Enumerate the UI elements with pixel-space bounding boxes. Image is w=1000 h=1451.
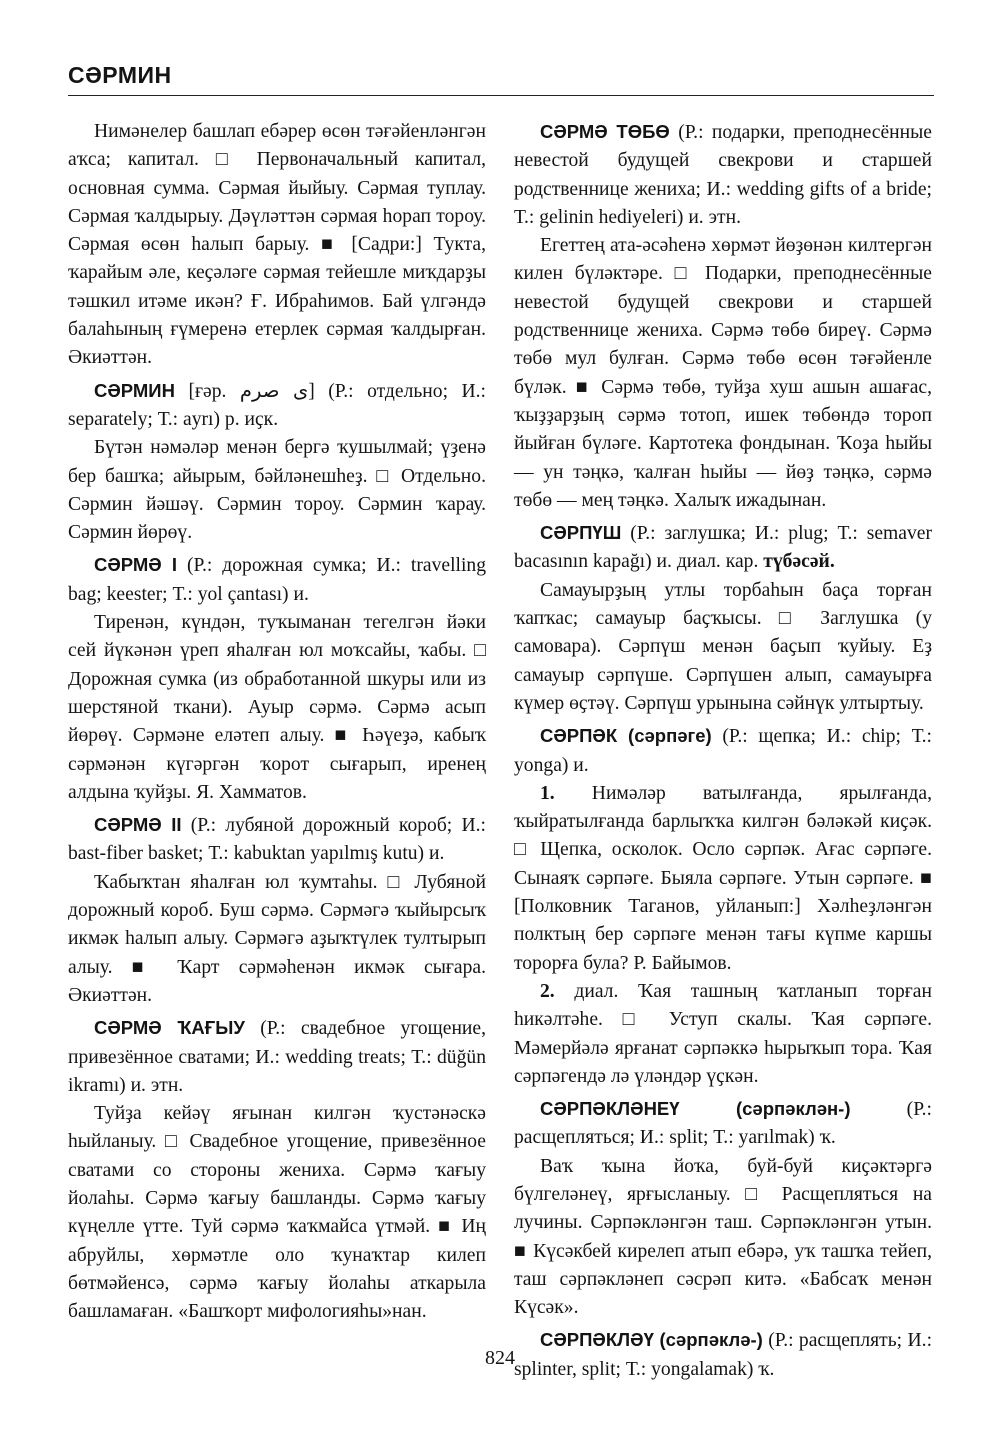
grammar-note: (Р.: щепка; И.: chip; Т.: yonga) и. [514, 726, 933, 776]
definition-text: Ҡабыҡтан яһалған юл ҡумтаһы. □ Лубяной дорожный короб. Буш сәрмә. Сәрмәгә ҡыйырсыҡ икмәк һалып алыу. Сәрмәгә аҙыҡтүлек тултырып алыу. ■ Ҡарт сәрмәһенән икмәк сығара. Әкиәттән. [68, 871, 486, 1006]
entry-continuation [68, 118, 486, 373]
definition-text: Нимәләр ватылғанда, ярылғанда, ҡыйратылғанда барлыҡҡа килгән бәләкәй киҫәк. □ Щепка, осколок. Осло сәрпәк. Ағас сәрпәге. Сынаяҡ сәрпәге. Быяла сәрпәге. Утын сәрпәге. ■ [Полковник Таганов, уйланып:] Хәлһеҙләнгән полктың бер сәрпәге менән тағы күпме каршы торорға була? Р. Байымов. [514, 782, 932, 974]
headword: СӘРПӘК (сәрпәге) [540, 725, 712, 747]
entry-sarma-2 [68, 811, 486, 1010]
definition-text: Бүтән нәмәләр менән бергә ҡушылмай; үҙенә бер башҡа; айырым, бәйләнешһеҙ. □ Отдельно. Сәрмин йәшәү. Сәрмин тороу. Сәрмин ҡарау. Сәрмин йөрөү. [68, 437, 486, 544]
headword: СӘРПӘКЛӘНЕҮ (сәрпәклән-) [540, 1098, 851, 1120]
cross-reference: түбәсәй. [763, 551, 835, 573]
headword: СӘРМӘ II [94, 814, 182, 836]
grammar-note: (Р.: подарки, преподнесённые невестой будущей свекрови и старшей родственнице жениха; И.: wedding gifts of a bride; Т.: gelinin hediyeleri) и. этн. [514, 122, 932, 228]
grammar-note: (Р.: расщеплять; И.: splinter, split; Т.: yongalamak) ҡ. [514, 1330, 933, 1380]
headword: СӘРМӘ I [94, 554, 178, 576]
definition-text: Тиренән, күндән, туҡыманан тегелгән йәки сей йүкәнән үреп яһалған юл моҡсайы, ҡабы. □ Дорожная сумка (из обработанной шкуры или из шерстяной ткани). Ауыр сәрмә. Сәрмә асып йөрөү. Сәрмәне еләтеп алыу. ■ Һәүеҙә, кабыҡ сәрмәнән күгәргән ҡорот сығарып, иренең алдына ҡуйҙы. Я. Хамматов. [68, 612, 486, 803]
header-rule [68, 95, 934, 96]
entry-sarma-kagyu [68, 1014, 486, 1326]
running-head: СӘРМИН [68, 62, 172, 88]
left-column [68, 118, 486, 1330]
headword: СӘРМИН [94, 379, 175, 401]
grammar-note: (Р.: заглушка; И.: plug; Т.: semaver bacasının kapağı) и. диал. кар. [514, 523, 932, 573]
entry-sarpaklaneu [514, 1095, 932, 1322]
definition-text: Егеттең ата-әсәһенә хөрмәт йөҙөнән килтергән килен бүләктәре. □ Подарки, преподнесённые невестой будущей свекрови и старшей родственнице жениха. Сәрмә төбө биреү. Сәрмә төбө мул булған. Сәрмә төбө өсөн тәғәйенле бүләк. ■ Сәрмә төбө, туйҙа хуш ашын ашағас, ҡыҙҙарҙың сәрмә тотоп, ишек төбөндә тороп йыйған бүләге. Картотека фондынан. Ҡоҙа һыйы — ун тәңкә, ҡалған һыйы — йөҙ тәңкә, сәрмә төбө — мең тәңкә. Халыҡ ижадынан. [514, 235, 932, 511]
entry-sarma-1 [68, 551, 486, 807]
entry-sarpak [514, 722, 932, 1091]
entry-sarma-tobo [514, 118, 932, 515]
grammar-note: (Р.: расщепляться; И.: split; Т.: yarılmak) ҡ. [514, 1099, 932, 1149]
grammar-note: [ғәр. ی صرم] (Р.: отдельно; И.: separately; Т.: aуrı) р. иҫк. [68, 380, 486, 430]
grammar-note: (Р.: лубяной дорожный короб; И.: bast-fiber basket; Т.: kabuktan yapılmış kutu) и. [68, 815, 486, 865]
entry-sarmin [68, 377, 486, 548]
sense-number: 1. [540, 782, 555, 804]
continuation-text: Нимәнелер башлап ебәрер өсөн тәғәйенләнгән аҡса; капитал. □ Первоначальный капитал, основная сумма. Сәрмая йыйыу. Сәрмая туплау. Сәрмая ҡалдырыу. Дәүләттән сәрмая һорап тороу. Сәрмая өсөн һалып барыу. ■ [Садри:] Тукта, ҡарайым әле, кеҫәләге сәрмая тейешле миҡдарҙы тәшкил итәме икән? Ғ. Ибраһимов. Бай үлгәндә балаһының ғүмеренә етерлек сәрмая ҡалдырған. Әкиәттән. [68, 121, 486, 369]
sense-number: 2. [540, 980, 555, 1002]
headword: СӘРПӘКЛӘҮ (сәрпәклә-) [540, 1329, 763, 1351]
headword: СӘРМӘ ТӨБӨ [540, 121, 670, 142]
definition-text: диал. Ҡая ташның ҡатланып торған һикәлтәһе. □ Уступ скалы. Ҡая сәрпәге. Мәмерйәлә ярғанат сәрпәккә һырыҡып тора. Ҡая сәрпәгендә лә үләндәр үҫкән. [514, 980, 932, 1087]
right-column [514, 118, 932, 1388]
headword: СӘРМӘ ҠАҒЫУ [94, 1017, 245, 1039]
grammar-note: (Р.: дорожная сумка; И.: travelling bag; keester; Т.: yol çantası) и. [68, 555, 487, 605]
grammar-note: (Р.: свадебное угощение, привезённое сватами; И.: wedding treats; Т.: düğün ikramı) и. этн. [68, 1018, 487, 1096]
definition-text: Самауырҙың утлы торбаһын баҫа торған ҡапҡас; самауыр баҫҡысы. □ Заглушка (у самовара). Сәрпүш менән баҫып ҡуйыу. Еҙ самауыр сәрпүше. Сәрпүшен алып, самауырға күмер өҫтәү. Сәрпүш урынына сәйнүк ултыртыу. [514, 579, 932, 714]
definition-text: Ваҡ ҡына йоҡа, буй-буй киҫәктәргә бүлгеләнеү, ярғысланыу. □ Расщепляться на лучины. Сәрпәкләнгән таш. Сәрпәкләнгән утын. ■ Күсәкбей кирелеп атып ебәрә, уҡ ташҡа тейеп, таш сәрпәкләнеп сәсрәп китә. «Бабсаҡ менән Күсәк». [514, 1155, 932, 1319]
headword: СӘРПҮШ [540, 522, 622, 544]
entry-sarpush [514, 519, 932, 718]
page-number: 824 [485, 1347, 515, 1369]
definition-text: Туйҙа кейәү яғынан килгән ҡустәнәскә һыйланыу. □ Свадебное угощение, привезённое сватами со стороны жениха. Сәрмә ҡағыу йолаһы. Сәрмә ҡағыу башланды. Сәрмә ҡағыу күңелле үтте. Туй сәрмә ҡаҡмайса үтмәй. ■ Иң абруйлы, хөрмәтле оло ҡунаҡтар килеп бөтмәйенсә, сәрмә ҡағыу йолаһы аткарыла башламаған. «Башҡорт мифологияһы»нан. [68, 1103, 486, 1323]
